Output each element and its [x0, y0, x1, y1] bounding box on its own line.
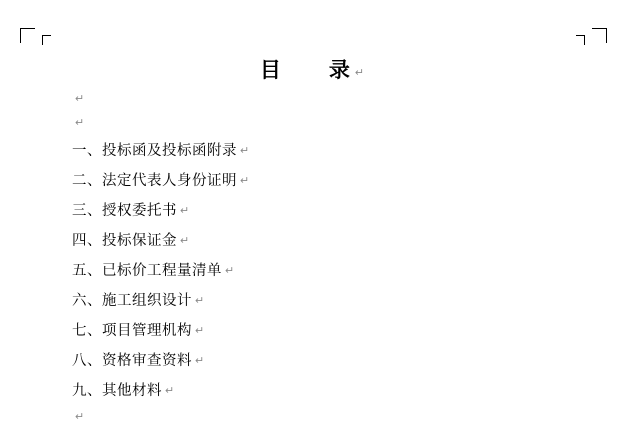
- blank-paragraph-1: [72, 88, 552, 112]
- toc-entry-8: [72, 346, 552, 376]
- paragraph-mark-toc-4: ↵: [180, 234, 190, 247]
- paragraph-mark-toc-2: ↵: [240, 174, 250, 187]
- toc-entry-1: [72, 136, 552, 166]
- toc-entry-label: 八、资格审查资料: [72, 353, 192, 369]
- paragraph-mark-toc-3: ↵: [180, 204, 190, 217]
- paragraph-mark-title: ↵: [354, 66, 365, 79]
- title-row: [72, 44, 552, 88]
- toc-entry-label: 二、法定代表人身份证明: [72, 173, 237, 189]
- toc-entry-label: 三、授权委托书: [72, 203, 177, 219]
- paragraph-mark-toc-1: ↵: [240, 144, 250, 157]
- blank-paragraph-2: [72, 112, 552, 136]
- paragraph-mark-toc-9: ↵: [165, 384, 175, 397]
- paragraph-mark-end: ↵: [75, 411, 85, 424]
- blank-paragraph-end: [72, 406, 552, 426]
- toc-entry-label: 九、其他材料: [72, 383, 162, 399]
- page-title: 目 录: [259, 59, 352, 82]
- paragraph-mark-toc-7: ↵: [195, 324, 205, 337]
- page-corner-mark-top-right: [592, 28, 607, 43]
- paragraph-mark-toc-8: ↵: [195, 354, 205, 367]
- toc-entry-2: [72, 166, 552, 196]
- table-of-contents: [72, 136, 552, 406]
- toc-entry-5: [72, 256, 552, 286]
- page-corner-mark-top-left: [20, 28, 35, 43]
- toc-entry-9: [72, 376, 552, 406]
- toc-entry-7: [72, 316, 552, 346]
- toc-entry-4: [72, 226, 552, 256]
- toc-entry-label: 七、项目管理机构: [72, 323, 192, 339]
- toc-entry-3: [72, 196, 552, 226]
- paragraph-mark-blank-1: ↵: [75, 93, 85, 106]
- paragraph-mark-toc-6: ↵: [195, 294, 205, 307]
- paragraph-mark-blank-2: ↵: [75, 117, 85, 130]
- toc-entry-label: 一、投标函及投标函附录: [72, 143, 237, 159]
- paragraph-mark-toc-5: ↵: [225, 264, 235, 277]
- margin-mark-left: [42, 35, 51, 45]
- toc-entry-label: 六、施工组织设计: [72, 293, 192, 309]
- margin-mark-right: [576, 35, 585, 45]
- toc-entry-6: [72, 286, 552, 316]
- document-content: [72, 44, 552, 426]
- toc-entry-label: 四、投标保证金: [72, 233, 177, 249]
- toc-entry-label: 五、已标价工程量清单: [72, 263, 222, 279]
